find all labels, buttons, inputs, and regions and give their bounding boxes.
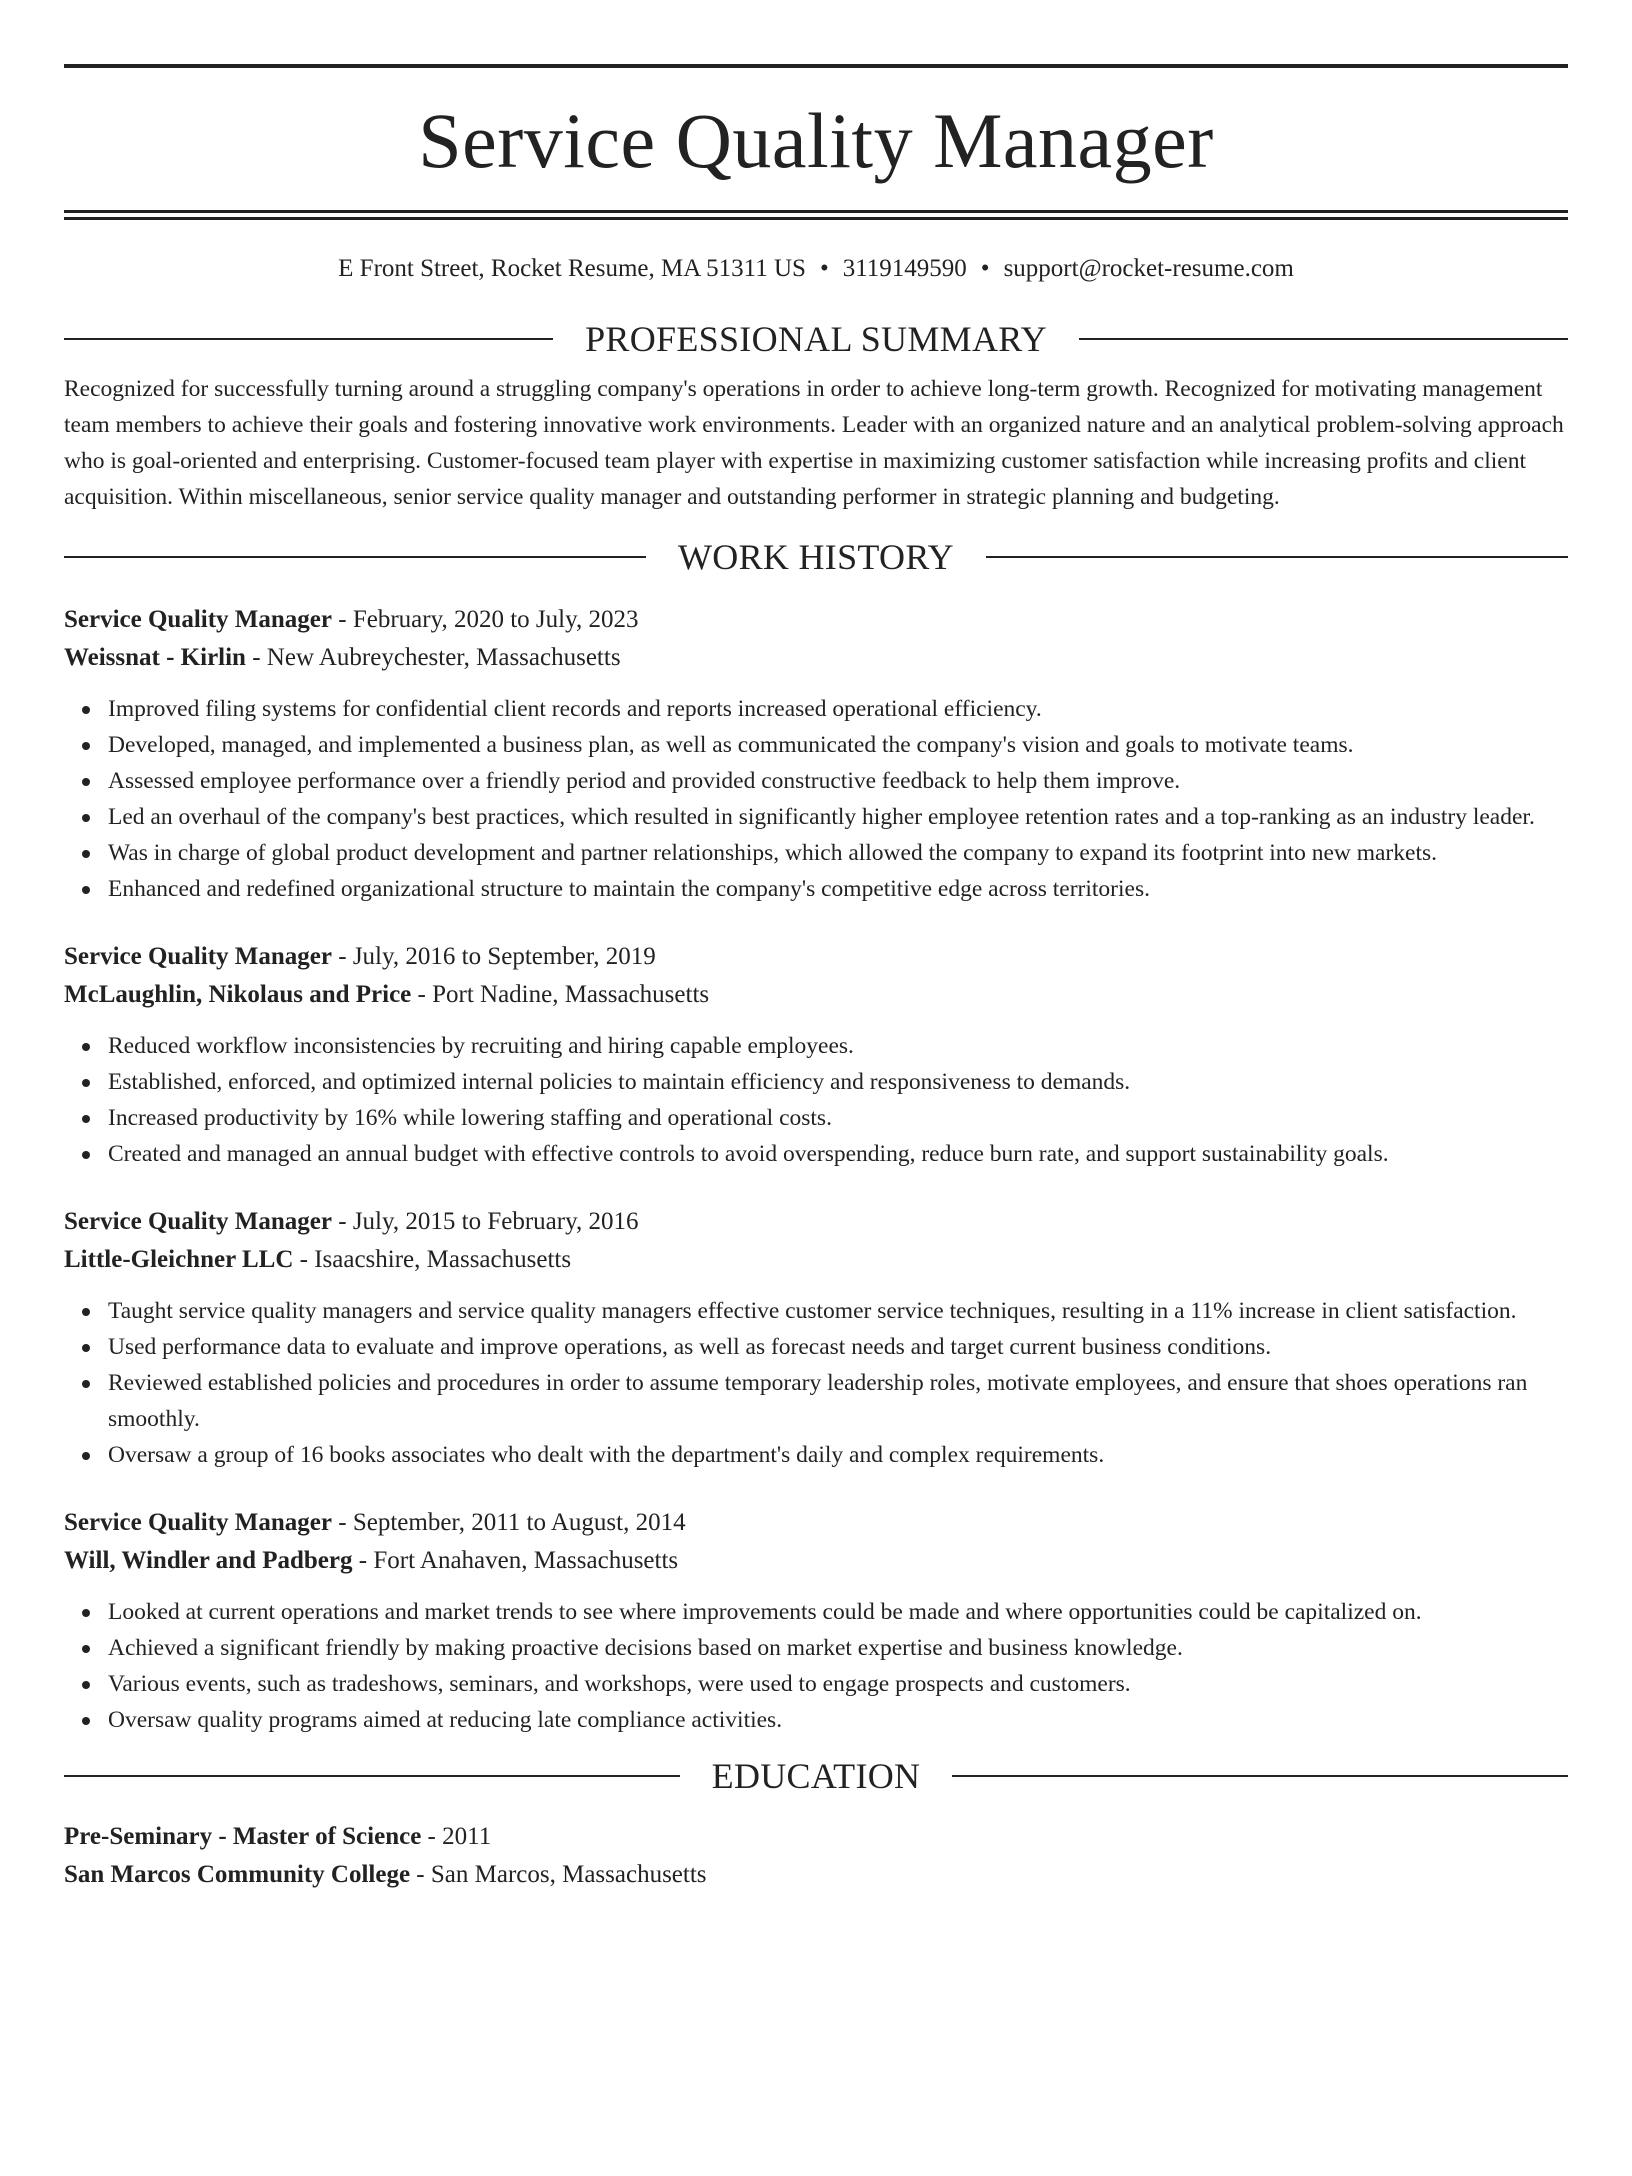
contact-phone: 3119149590 — [842, 255, 967, 282]
job-bullet: Improved filing systems for confidential client records and reports increased operational efficiency. — [108, 691, 1568, 727]
education-entry — [64, 1818, 1568, 1894]
job-location: - Isaacshire, Massachusetts — [293, 1246, 572, 1273]
job-dates: - July, 2016 to September, 2019 — [332, 943, 656, 970]
top-rule — [64, 64, 1568, 68]
job-bullet: Oversaw a group of 16 books associates who dealt with the department's daily and complex requirements. — [108, 1437, 1568, 1473]
job-dates: - July, 2015 to February, 2016 — [332, 1208, 639, 1235]
education-school-line — [64, 1856, 1568, 1894]
candidate-name: Service Quality Manager — [418, 97, 1214, 184]
job-bullet: Oversaw quality programs aimed at reducing late compliance activities. — [108, 1702, 1568, 1738]
summary-section-heading — [64, 319, 1568, 359]
job-title: Service Quality Manager — [64, 1208, 332, 1235]
summary-heading: PROFESSIONAL SUMMARY — [585, 319, 1047, 359]
job-company-line — [64, 976, 1568, 1014]
job-title: Service Quality Manager — [64, 943, 332, 970]
header-double-rule — [64, 210, 1568, 220]
job-bullet: Used performance data to evaluate and improve operations, as well as forecast needs and target current business conditions. — [108, 1329, 1568, 1365]
job-bullet: Various events, such as tradeshows, seminars, and workshops, were used to engage prospects and customers. — [108, 1666, 1568, 1702]
heading-rule-left — [64, 556, 646, 558]
job-bullet: Reduced workflow inconsistencies by recruiting and hiring capable employees. — [108, 1028, 1568, 1064]
job-bullets — [64, 691, 1568, 907]
job-location: - Port Nadine, Massachusetts — [411, 981, 710, 1008]
job-bullets — [64, 1028, 1568, 1172]
job-company: Weissnat - Kirlin — [64, 644, 246, 671]
resume-page — [0, 64, 1632, 2176]
job-company: Will, Windler and Padberg — [64, 1547, 353, 1574]
heading-rule-left — [64, 1775, 680, 1777]
job-bullet: Created and managed an annual budget with effective controls to avoid overspending, reduce burn rate, and support sustainability goals. — [108, 1136, 1568, 1172]
job-bullet: Taught service quality managers and service quality managers effective customer service techniques, resulting in a 11% increase in client satisfaction. — [108, 1293, 1568, 1329]
heading-rule-right — [986, 556, 1568, 558]
education-degree: Pre-Seminary - Master of Science — [64, 1823, 422, 1850]
job-bullet: Developed, managed, and implemented a business plan, as well as communicated the company's vision and goals to motivate teams. — [108, 727, 1568, 763]
job-title: Service Quality Manager — [64, 606, 332, 633]
job-bullet: Enhanced and redefined organizational structure to maintain the company's competitive edge across territories. — [108, 871, 1568, 907]
contact-separator: • — [819, 255, 829, 282]
job-bullet: Established, enforced, and optimized internal policies to maintain efficiency and responsiveness to demands. — [108, 1064, 1568, 1100]
job-bullets — [64, 1594, 1568, 1738]
job-title-line — [64, 1203, 1568, 1241]
contact-email: support@rocket-resume.com — [1003, 255, 1294, 282]
job-location: - Fort Anahaven, Massachusetts — [352, 1547, 679, 1574]
job-entry — [64, 1504, 1568, 1738]
job-company-line — [64, 1542, 1568, 1580]
job-entry — [64, 1203, 1568, 1473]
job-company-line — [64, 639, 1568, 677]
heading-rule-left — [64, 338, 553, 340]
education-heading: EDUCATION — [711, 1756, 921, 1796]
education-section-heading — [64, 1756, 1568, 1796]
contact-separator: • — [980, 255, 990, 282]
job-bullet: Looked at current operations and market trends to see where improvements could be made and where opportunities could be capitalized on. — [108, 1594, 1568, 1630]
heading-rule-right — [952, 1775, 1568, 1777]
job-bullet: Led an overhaul of the company's best practices, which resulted in significantly higher employee retention rates and a top-ranking as an industry leader. — [108, 799, 1568, 835]
education-year: - 2011 — [421, 1823, 492, 1850]
education-school: San Marcos Community College — [64, 1861, 411, 1888]
job-company-line — [64, 1241, 1568, 1279]
job-dates: - February, 2020 to July, 2023 — [332, 606, 639, 633]
job-bullet: Achieved a significant friendly by making proactive decisions based on market expertise and business knowledge. — [108, 1630, 1568, 1666]
job-bullet: Assessed employee performance over a friendly period and provided constructive feedback to help them improve. — [108, 763, 1568, 799]
job-company: McLaughlin, Nikolaus and Price — [64, 981, 412, 1008]
job-dates: - September, 2011 to August, 2014 — [332, 1509, 686, 1536]
job-bullet: Increased productivity by 16% while lowering staffing and operational costs. — [108, 1100, 1568, 1136]
heading-rule-right — [1079, 338, 1568, 340]
contact-address: E Front Street, Rocket Resume, MA 51311 US — [338, 255, 806, 282]
job-company: Little-Gleichner LLC — [64, 1246, 294, 1273]
work-history-section-heading — [64, 537, 1568, 577]
job-bullet: Reviewed established policies and procedures in order to assume temporary leadership roles, motivate employees, and ensure that shoes operations ran smoothly. — [108, 1365, 1568, 1437]
job-entry — [64, 938, 1568, 1172]
summary-text: Recognized for successfully turning around a struggling company's operations in order to achieve long-term growth. Recognized for motivating management team members to achieve their goals and fostering innovative work environments. Leader with an organized nature and an analytical problem-solving approach who is goal-oriented and enterprising. Customer-focused team player with expertise in maximizing customer satisfaction while increasing profits and client acquisition. Within miscellaneous, senior service quality manager and outstanding performer in strategic planning and budgeting. — [64, 376, 1564, 510]
job-title-line — [64, 938, 1568, 976]
job-title-line — [64, 601, 1568, 639]
education-location: - San Marcos, Massachusetts — [410, 1861, 707, 1888]
job-bullet: Was in charge of global product development and partner relationships, which allowed the company to expand its footprint into new markets. — [108, 835, 1568, 871]
job-title-line — [64, 1504, 1568, 1542]
job-location: - New Aubreychester, Massachusetts — [245, 644, 621, 671]
job-bullets — [64, 1293, 1568, 1473]
contact-line — [64, 254, 1568, 284]
education-degree-line — [64, 1818, 1568, 1856]
job-title: Service Quality Manager — [64, 1509, 332, 1536]
work-history-heading: WORK HISTORY — [678, 537, 954, 577]
job-entry — [64, 601, 1568, 907]
